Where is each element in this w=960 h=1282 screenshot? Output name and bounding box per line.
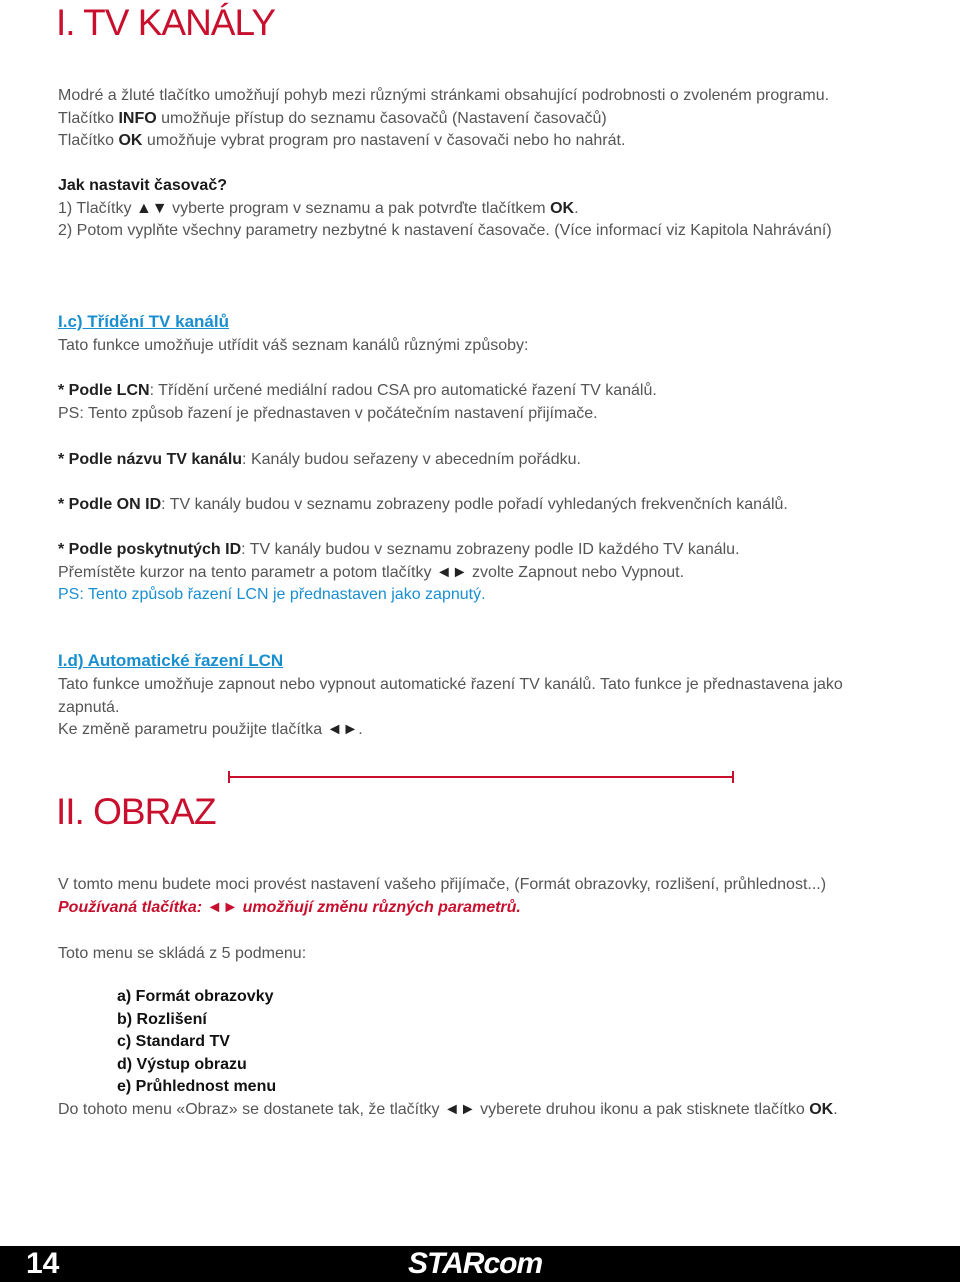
left-right-arrows-icon: ◄►: [206, 898, 239, 916]
sid-option: * Podle poskytnutých ID: TV kanály budou v seznamu zobrazeny podle ID každého TV kanálu.: [58, 541, 740, 558]
lcn-option: * Podle LCN: Třídění určené mediální radou CSA pro automatické řazení TV kanálů.: [58, 382, 657, 399]
section-divider: [228, 776, 734, 778]
up-down-arrows-icon: ▲▼: [135, 199, 168, 217]
timer-step-1: 1) Tlačítky ▲▼ vyberte program v seznamu a pak potvrďte tlačítkem OK.: [58, 199, 579, 217]
obraz-intro: V tomto menu budete moci provést nastavení vašeho přijímače, (Formát obrazovky, rozlišení, průhlednost...): [58, 876, 827, 893]
page-number: 14: [26, 1247, 60, 1280]
trideni-intro: Tato funkce umožňuje utřídit váš seznam kanálů různými způsoby:: [58, 337, 529, 354]
tv-intro-block: [58, 85, 829, 153]
intro-line-2: Tlačítko INFO umožňuje přístup do seznamu časovačů (Nastavení časovačů): [58, 109, 607, 127]
info-button-label: INFO: [118, 109, 157, 127]
submenu-item: d) Výstup obrazu: [117, 1055, 247, 1073]
submenu-item: a) Formát obrazovky: [117, 988, 274, 1005]
lcn-note: PS: Tento způsob řazení je přednastaven v počátečním nastavení přijímače.: [58, 404, 598, 422]
submenu-list: [117, 986, 276, 1099]
intro-line-3: Tlačítko OK umožňuje vybrat program pro nastavení v časovači nebo ho nahrát.: [58, 132, 626, 150]
section-title-tv-kanaly: I. TV KANÁLY: [56, 2, 275, 43]
timer-block: [58, 175, 832, 243]
onid-option: * Podle ON ID: TV kanály budou v seznamu zobrazeny podle pořadí vyhledaných frekvenčních kanálů.: [58, 496, 788, 513]
obraz-access-line: Do tohoto menu «Obraz» se dostanete tak, že tlačítky ◄► vyberete druhou ikonu a pak stisknete tlačítko OK.: [58, 1101, 838, 1118]
obraz-buttons-note: Používaná tlačítka: ◄► umožňují změnu různých parametrů.: [58, 898, 521, 916]
left-right-arrows-icon: ◄►: [444, 1101, 476, 1118]
section-heading-trideni: I.c) Třídění TV kanálů: [58, 312, 229, 331]
auto-lcn-line-1: Tato funkce umožňuje zapnout nebo vypnout automatické řazení TV kanálů. Tato funkce je přednastavena jako: [58, 676, 843, 693]
ok-button-label: OK: [118, 132, 143, 150]
sid-instruction: Přemístěte kurzor na tento parametr a potom tlačítky ◄► zvolte Zapnout nebo Vypnout.: [58, 563, 685, 581]
name-option: * Podle názvu TV kanálu: Kanály budou seřazeny v abecedním pořádku.: [58, 451, 581, 468]
timer-heading: Jak nastavit časovač?: [58, 177, 227, 194]
section-title-obraz: II. OBRAZ: [56, 791, 216, 832]
left-right-arrows-icon: ◄►: [326, 721, 359, 739]
auto-lcn-block: [58, 674, 843, 742]
submenu-intro: Toto menu se skládá z 5 podmenu:: [58, 945, 307, 962]
auto-lcn-line-3: Ke změně parametru použijte tlačítka ◄►.: [58, 721, 363, 739]
timer-step-2: 2) Potom vyplňte všechny parametry nezbytné k nastavení časovače. (Více informací viz Kapitola Nahrávání): [58, 222, 832, 240]
submenu-item: b) Rozlišení: [117, 1010, 207, 1028]
submenu-item: c) Standard TV: [117, 1033, 230, 1051]
sid-note: PS: Tento způsob řazení LCN je přednastaven jako zapnutý.: [58, 586, 486, 604]
starcom-logo: STARcom: [408, 1247, 543, 1280]
lcn-block: [58, 380, 657, 425]
auto-lcn-line-2: zapnutá.: [58, 698, 120, 716]
sid-block: [58, 539, 740, 607]
section-heading-automaticke: I.d) Automatické řazení LCN: [58, 651, 284, 670]
submenu-item: e) Průhlednost menu: [117, 1078, 277, 1096]
left-right-arrows-icon: ◄►: [435, 563, 468, 581]
intro-line-1: Modré a žluté tlačítko umožňují pohyb mezi různými stránkami obsahující podrobnosti o zvoleném programu.: [58, 87, 830, 104]
obraz-intro-block: [58, 874, 826, 919]
